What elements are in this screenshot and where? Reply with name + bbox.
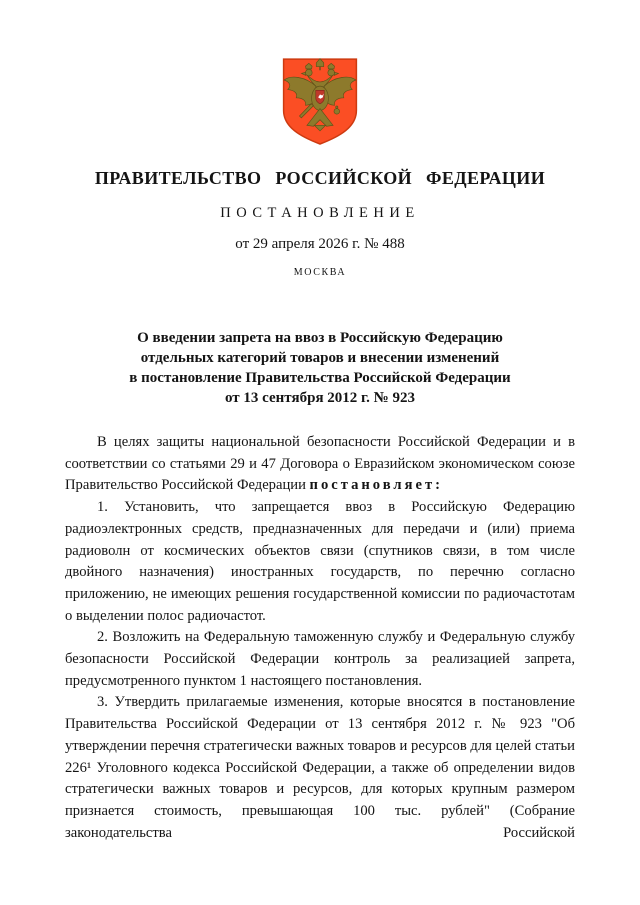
paragraph-item-1: 1. Установить, что запрещается ввоз в Российскую Федерацию радиоэлектронных средств, предназначенных для передачи и (или) приема радиоволн от космических объектов связи (спутников связи, в том числе двойного назначения) иностранных государств, по перечню согласно приложению, не имеющих решения государственной комиссии по радиочастотам о выделении полос радиочастот.	[65, 499, 575, 624]
paragraph-item-3: 3. Утвердить прилагаемые изменения, которые вносятся в постановление Правительства Российской Федерации от 13 сентября 2012 г. № 923 "Об утверждении перечня стратегически важных товаров и ресурсов для целей статьи 226¹ Уголовного кодекса Российской Федерации, а также об определении видов стратегически важных товаров и ресурсов, для которых крупным размером признается стоимость, превышающая 100 тыс. рублей" (Собрание законодательства Российской	[65, 694, 575, 841]
decree-title-line-1: О введении запрета на ввоз в Российскую Федерацию	[137, 330, 503, 346]
date-and-number-line: от 29 апреля 2026 г. № 488	[235, 236, 405, 252]
preamble-text: В целях защиты национальной безопасности Российской Федерации и в соответствии со статьями 29 и 47 Договора о Евразийском экономическом союзе Правительство Российской Федерации	[65, 434, 575, 494]
decree-title-line-2: отдельных категорий товаров и внесении изменений	[140, 350, 500, 366]
decree-title	[65, 328, 575, 408]
resolves-keyword: постановляет:	[309, 477, 443, 494]
decree-body	[65, 432, 575, 844]
decree-title-line-3: в постановление Правительства Российской Федерации	[129, 370, 511, 386]
city-label: МОСКВА	[293, 267, 347, 278]
decree-title-line-4: от 13 сентября 2012 г. № 923	[225, 390, 415, 406]
authority-title: ПРАВИТЕЛЬСТВО РОССИЙСКОЙ ФЕДЕРАЦИИ	[94, 168, 546, 188]
coat-of-arms	[65, 0, 575, 148]
st-george-inner-shield	[316, 90, 324, 104]
russia-coat-of-arms-icon	[278, 56, 362, 148]
document-type-label: ПОСТАНОВЛЕНИЕ	[220, 205, 420, 221]
paragraph-preamble	[65, 432, 575, 497]
paragraph-item-2: 2. Возложить на Федеральную таможенную службу и Федеральную службу безопасности Российской Федерации контроль за реализацией запрета, предусмотренного пунктом 1 настоящего постановления.	[65, 629, 575, 689]
